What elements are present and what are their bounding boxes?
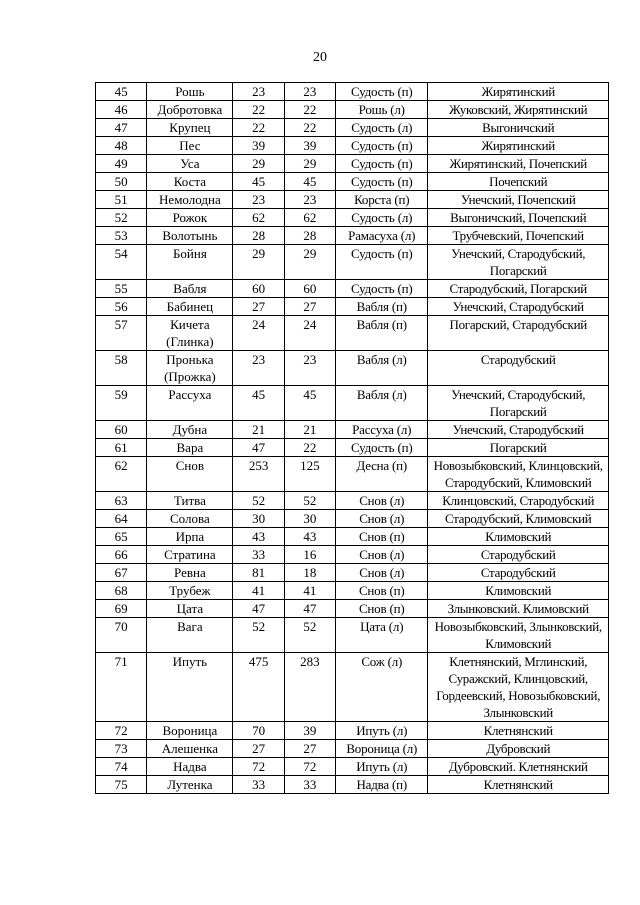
districts-cell: Погарский [428,439,609,457]
length-cell: 29 [233,155,284,173]
districts-cell: Трубчевский, Почепский [428,227,609,245]
row-number-cell: 62 [96,457,147,492]
table-row [96,740,609,758]
length-in-region-cell: 30 [284,510,335,528]
length-in-region-cell: 23 [284,83,335,101]
length-in-region-cell: 43 [284,528,335,546]
districts-cell: Унечский, Почепский [428,191,609,209]
mouth-cell: Судость (п) [336,280,428,298]
rivers-table [95,82,609,794]
row-number-cell: 63 [96,492,147,510]
mouth-cell: Снов (п) [336,582,428,600]
districts-cell: Клетнянский, Мглинский, Суражский, Клинцовский, Гордеевский, Новозыбковский, Злынковский [428,653,609,722]
districts-cell: Климовский [428,528,609,546]
table-row [96,653,609,722]
districts-cell: Унечский, Стародубский, Погарский [428,386,609,421]
river-name-cell: Коста [147,173,233,191]
table-row [96,439,609,457]
row-number-cell: 55 [96,280,147,298]
row-number-cell: 75 [96,776,147,794]
river-name-cell: Цата [147,600,233,618]
row-number-cell: 50 [96,173,147,191]
length-cell: 45 [233,386,284,421]
table-row [96,245,609,280]
length-cell: 23 [233,83,284,101]
districts-cell: Клинцовский, Стародубский [428,492,609,510]
row-number-cell: 64 [96,510,147,528]
table-row [96,758,609,776]
length-in-region-cell: 24 [284,316,335,351]
table-row [96,351,609,386]
table-row [96,209,609,227]
mouth-cell: Судость (п) [336,83,428,101]
districts-cell: Новозыбковский, Злынковский, Климовский [428,618,609,653]
row-number-cell: 72 [96,722,147,740]
length-in-region-cell: 52 [284,492,335,510]
length-in-region-cell: 22 [284,119,335,137]
table-row [96,492,609,510]
mouth-cell: Десна (п) [336,457,428,492]
length-in-region-cell: 29 [284,155,335,173]
length-in-region-cell: 45 [284,173,335,191]
length-in-region-cell: 125 [284,457,335,492]
length-in-region-cell: 72 [284,758,335,776]
row-number-cell: 58 [96,351,147,386]
river-name-cell: Пронька (Прожка) [147,351,233,386]
districts-cell: Унечский, Стародубский [428,298,609,316]
river-name-cell: Ипуть [147,653,233,722]
length-cell: 39 [233,137,284,155]
length-cell: 72 [233,758,284,776]
mouth-cell: Вабля (л) [336,386,428,421]
length-cell: 475 [233,653,284,722]
length-cell: 60 [233,280,284,298]
river-name-cell: Немолодна [147,191,233,209]
mouth-cell: Надва (п) [336,776,428,794]
length-cell: 62 [233,209,284,227]
river-name-cell: Вабля [147,280,233,298]
table-row [96,582,609,600]
table-row [96,457,609,492]
length-cell: 24 [233,316,284,351]
row-number-cell: 47 [96,119,147,137]
districts-cell: Новозыбковский, Клинцовский, Стародубский, Климовский [428,457,609,492]
length-in-region-cell: 27 [284,298,335,316]
districts-cell: Дубровский [428,740,609,758]
length-in-region-cell: 21 [284,421,335,439]
mouth-cell: Снов (л) [336,510,428,528]
mouth-cell: Ипуть (л) [336,722,428,740]
mouth-cell: Снов (п) [336,528,428,546]
mouth-cell: Снов (л) [336,564,428,582]
table-row [96,173,609,191]
river-name-cell: Вага [147,618,233,653]
length-cell: 43 [233,528,284,546]
length-in-region-cell: 60 [284,280,335,298]
river-name-cell: Вара [147,439,233,457]
mouth-cell: Судость (п) [336,245,428,280]
mouth-cell: Вороница (л) [336,740,428,758]
length-in-region-cell: 23 [284,351,335,386]
table-row [96,564,609,582]
mouth-cell: Судость (п) [336,439,428,457]
length-in-region-cell: 27 [284,740,335,758]
districts-cell: Климовский [428,582,609,600]
table-row [96,191,609,209]
river-name-cell: Добротовка [147,101,233,119]
length-cell: 52 [233,618,284,653]
table-row [96,119,609,137]
length-in-region-cell: 39 [284,137,335,155]
districts-cell: Стародубский, Климовский [428,510,609,528]
table-row [96,510,609,528]
table-row [96,83,609,101]
mouth-cell: Ипуть (л) [336,758,428,776]
row-number-cell: 66 [96,546,147,564]
length-cell: 23 [233,191,284,209]
river-name-cell: Титва [147,492,233,510]
table-row [96,722,609,740]
length-in-region-cell: 16 [284,546,335,564]
length-cell: 47 [233,600,284,618]
mouth-cell: Судость (л) [336,209,428,227]
table-row [96,386,609,421]
length-cell: 253 [233,457,284,492]
row-number-cell: 45 [96,83,147,101]
river-name-cell: Ревна [147,564,233,582]
table-row [96,618,609,653]
length-in-region-cell: 52 [284,618,335,653]
length-in-region-cell: 29 [284,245,335,280]
length-cell: 30 [233,510,284,528]
length-cell: 27 [233,740,284,758]
districts-cell: Жирятинский, Почепский [428,155,609,173]
river-name-cell: Волотынь [147,227,233,245]
length-cell: 70 [233,722,284,740]
length-in-region-cell: 41 [284,582,335,600]
length-cell: 21 [233,421,284,439]
row-number-cell: 53 [96,227,147,245]
page-number: 20 [313,50,327,65]
length-cell: 41 [233,582,284,600]
length-cell: 81 [233,564,284,582]
river-name-cell: Алешенка [147,740,233,758]
table-row [96,776,609,794]
river-name-cell: Рожок [147,209,233,227]
mouth-cell: Рамасуха (л) [336,227,428,245]
river-name-cell: Стратина [147,546,233,564]
districts-cell: Жирятинский [428,137,609,155]
river-name-cell: Пес [147,137,233,155]
length-in-region-cell: 23 [284,191,335,209]
districts-cell: Злынковский. Климовский [428,600,609,618]
mouth-cell: Рошь (л) [336,101,428,119]
river-name-cell: Ирпа [147,528,233,546]
river-name-cell: Крупец [147,119,233,137]
districts-cell: Стародубский [428,351,609,386]
row-number-cell: 56 [96,298,147,316]
mouth-cell: Корста (п) [336,191,428,209]
river-name-cell: Солова [147,510,233,528]
table-row [96,421,609,439]
table-row [96,101,609,119]
river-name-cell: Дубна [147,421,233,439]
river-name-cell: Надва [147,758,233,776]
length-in-region-cell: 22 [284,439,335,457]
mouth-cell: Вабля (л) [336,351,428,386]
length-cell: 22 [233,119,284,137]
mouth-cell: Снов (л) [336,492,428,510]
districts-cell: Унечский, Стародубский, Погарский [428,245,609,280]
length-in-region-cell: 39 [284,722,335,740]
districts-cell: Стародубский [428,564,609,582]
row-number-cell: 71 [96,653,147,722]
row-number-cell: 73 [96,740,147,758]
river-name-cell: Бабинец [147,298,233,316]
districts-cell: Стародубский [428,546,609,564]
row-number-cell: 51 [96,191,147,209]
districts-cell: Клетнянский [428,776,609,794]
districts-cell: Унечский, Стародубский [428,421,609,439]
mouth-cell: Судость (п) [336,155,428,173]
length-cell: 23 [233,351,284,386]
mouth-cell: Судость (п) [336,173,428,191]
districts-cell: Погарский, Стародубский [428,316,609,351]
mouth-cell: Сож (л) [336,653,428,722]
length-in-region-cell: 62 [284,209,335,227]
river-name-cell: Рошь [147,83,233,101]
row-number-cell: 67 [96,564,147,582]
districts-cell: Клетнянский [428,722,609,740]
districts-cell: Стародубский, Погарский [428,280,609,298]
row-number-cell: 52 [96,209,147,227]
length-cell: 45 [233,173,284,191]
river-name-cell: Бойня [147,245,233,280]
mouth-cell: Вабля (п) [336,298,428,316]
table-row [96,546,609,564]
river-name-cell: Трубеж [147,582,233,600]
table-row [96,227,609,245]
length-cell: 22 [233,101,284,119]
river-name-cell: Снов [147,457,233,492]
mouth-cell: Цата (л) [336,618,428,653]
river-name-cell: Уса [147,155,233,173]
row-number-cell: 65 [96,528,147,546]
districts-cell: Жирятинский [428,83,609,101]
length-in-region-cell: 28 [284,227,335,245]
districts-cell: Дубровский. Клетнянский [428,758,609,776]
row-number-cell: 54 [96,245,147,280]
row-number-cell: 70 [96,618,147,653]
length-in-region-cell: 47 [284,600,335,618]
river-name-cell: Рассуха [147,386,233,421]
districts-cell: Выгоничский, Почепский [428,209,609,227]
length-in-region-cell: 18 [284,564,335,582]
table-row [96,600,609,618]
river-name-cell: Кичета (Глинка) [147,316,233,351]
row-number-cell: 74 [96,758,147,776]
row-number-cell: 59 [96,386,147,421]
length-in-region-cell: 45 [284,386,335,421]
row-number-cell: 49 [96,155,147,173]
row-number-cell: 57 [96,316,147,351]
length-cell: 33 [233,546,284,564]
districts-cell: Почепский [428,173,609,191]
length-in-region-cell: 283 [284,653,335,722]
mouth-cell: Снов (п) [336,600,428,618]
length-cell: 33 [233,776,284,794]
mouth-cell: Вабля (п) [336,316,428,351]
mouth-cell: Снов (л) [336,546,428,564]
districts-cell: Жуковский, Жирятинский [428,101,609,119]
table-row [96,137,609,155]
rivers-table-body [96,83,609,794]
table-row [96,280,609,298]
table-row [96,155,609,173]
table-row [96,528,609,546]
row-number-cell: 48 [96,137,147,155]
length-in-region-cell: 33 [284,776,335,794]
row-number-cell: 46 [96,101,147,119]
length-cell: 29 [233,245,284,280]
river-name-cell: Вороница [147,722,233,740]
row-number-cell: 69 [96,600,147,618]
length-cell: 27 [233,298,284,316]
mouth-cell: Судость (п) [336,137,428,155]
mouth-cell: Рассуха (л) [336,421,428,439]
length-cell: 47 [233,439,284,457]
table-row [96,316,609,351]
districts-cell: Выгоничский [428,119,609,137]
length-in-region-cell: 22 [284,101,335,119]
length-cell: 28 [233,227,284,245]
length-cell: 52 [233,492,284,510]
row-number-cell: 60 [96,421,147,439]
row-number-cell: 68 [96,582,147,600]
row-number-cell: 61 [96,439,147,457]
mouth-cell: Судость (л) [336,119,428,137]
table-row [96,298,609,316]
river-name-cell: Лутенка [147,776,233,794]
